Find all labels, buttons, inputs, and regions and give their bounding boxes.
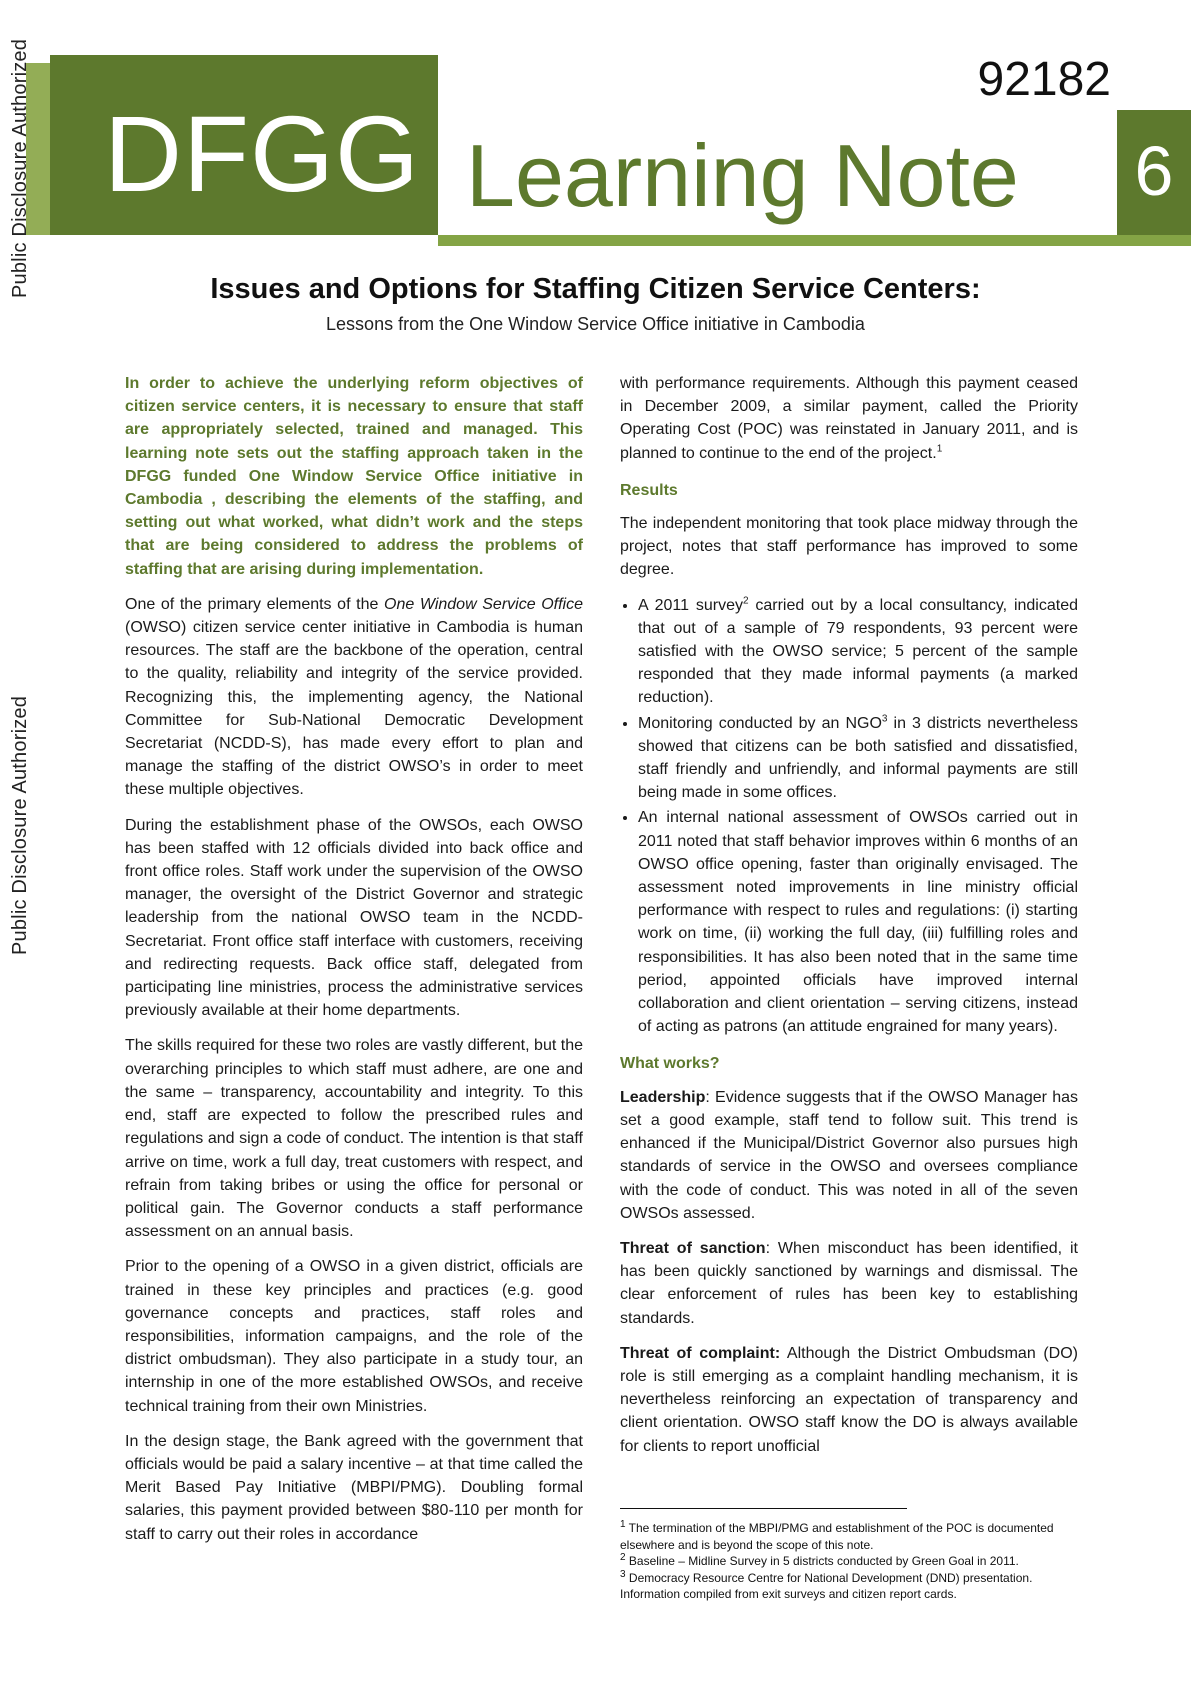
page-subtitle: Lessons from the One Window Service Office initiative in Cambodia — [326, 314, 865, 334]
term-label: Leadership — [620, 1088, 706, 1106]
paragraph-text: (OWSO) citizen service center initiative in Cambodia is human resources. The staff are the backbone of the operation, central to the quality, reliability and integrity of the service provided. Recognizing this, the implementing agency, the National Committee for Sub-National Democratic Development Secretariat (NCDD-S), has made every effort to plan and manage the staffing of the district OWSO’s in order to meet these multiple objectives. — [125, 619, 583, 799]
paragraph-text: : When misconduct has been identified, it has been quickly sanctioned by warnings and dismissal. The clear enforcement of rules has been key to establishing standards. — [620, 1239, 1078, 1327]
footnote — [620, 1570, 1080, 1603]
list-item-text: A 2011 survey — [638, 596, 743, 614]
footnote — [620, 1520, 1080, 1553]
footnote-text: The termination of the MBPI/PMG and establishment of the POC is documented elsewhere and is beyond the scope of this note. — [620, 1521, 1054, 1552]
brand-logo: DFGG — [104, 93, 420, 214]
footnote-ref: 3 — [881, 713, 888, 725]
section-heading-results: Results — [620, 481, 678, 499]
term-label: Threat of complaint: — [620, 1344, 781, 1362]
note-number-badge — [1117, 110, 1191, 235]
header-rule — [438, 235, 1191, 246]
term-label: Threat of sanction — [620, 1239, 766, 1257]
results-list — [620, 594, 1078, 1039]
paragraph-owso-human-resources — [125, 593, 583, 802]
footnote-divider — [620, 1508, 907, 1509]
footnote-number: 2 — [620, 1552, 626, 1563]
paragraph-results-intro: The independent monitoring that took place midway through the project, notes that staff performance has improved to some degree. — [620, 515, 1078, 579]
footnote — [620, 1553, 1080, 1570]
paragraph-text: : Evidence suggests that if the OWSO Manager has set a good example, staff tend to follow suit. This trend is enhanced if the Municipal/District Governor also pursues high standards of service in the OWSO and oversees compliance with the code of conduct. This was noted in all of the seven OWSOs assessed. — [620, 1088, 1078, 1222]
paragraph-establishment: During the establishment phase of the OWSOs, each OWSO has been staffed with 12 officials divided into back office and front office roles. Staff work under the supervision of the OWSO manager, the oversight of the District Governor and strategic leadership from the national OWSO team in the NCDD-Secretariat. Front office staff interface with customers, receiving and redirecting requests. Back office staff, delegated from participating line ministries, process the administrative services previously available at their home departments. — [125, 816, 583, 1020]
list-item — [638, 594, 1078, 710]
paragraph-performance — [620, 372, 1078, 465]
paragraph-text: One of the primary elements of the — [125, 595, 384, 613]
list-item-text: Monitoring conducted by an NGO — [638, 714, 882, 732]
right-column — [620, 372, 1078, 1475]
paragraph-training: Prior to the opening of a OWSO in a given district, officials are trained in these key principles and practices (e.g. good governance concepts and practices, staff roles and responsibilities, information campaigns, and the role of the district ombudsman). They also participate in a study tour, an internship in one of the more established OWSOs, and receive technical training from their own Ministries. — [125, 1258, 583, 1415]
paragraph-complaint — [620, 1342, 1078, 1458]
footnote-number: 1 — [620, 1519, 626, 1530]
disclosure-stamp-top: Public Disclosure Authorized — [9, 38, 31, 298]
disclosure-stamp-middle: Public Disclosure Authorized — [9, 695, 31, 955]
footnote-text: Democracy Resource Centre for National Development (DND) presentation. Information compiled from exit surveys and citizen report cards. — [620, 1570, 1033, 1601]
footnote-ref: 1 — [936, 443, 943, 455]
footnote-ref: 2 — [742, 595, 749, 607]
intro-paragraph: In order to achieve the underlying reform objectives of citizen service centers, it is necessary to ensure that staff are appropriately selected, trained and managed. This learning note sets out the staffing approach taken in the DFGG funded One Window Service Office initiative in Cambodia , describing the elements of the staffing, and setting out what worked, what didn’t work and the steps that are being considered to address the problems of staffing that are arising during implementation. — [125, 375, 583, 578]
list-item-text: in 3 districts nevertheless showed that citizens can be both satisfied and dissatisfied, staff friendly and unfriendly, and informal payments are still being made in some offices. — [638, 714, 1078, 802]
paragraph-salary-incentive: In the design stage, the Bank agreed with the government that officials would be paid a salary incentive – at that time called the Merit Based Pay Initiative (MBPI/PMG). Doubling formal salaries, this payment provided between $80-110 per month for staff to carry out their roles in accordance — [125, 1432, 583, 1543]
series-title: Learning Note — [466, 126, 1019, 225]
left-column — [125, 372, 583, 1558]
paragraph-text: Although the District Ombudsman (DO) role is still emerging as a complaint handling mechanism, it is nevertheless reinforcing an expectation of transparency and client orientation. OWSO staff know the DO is always available for clients to report unofficial — [620, 1344, 1078, 1455]
paragraph-skills: The skills required for these two roles are vastly different, but the overarching principles to which staff must adhere, are one and the same – transparency, accountability and integrity. To this end, staff are expected to follow the prescribed rules and regulations and sign a code of conduct. The intention is that staff arrive on time, work a full day, treat customers with respect, and refrain from taking bribes or using the office for personal or political gain. The Governor conducts a staff performance assessment on an annual basis. — [125, 1037, 583, 1241]
note-number: 6 — [1134, 132, 1174, 210]
list-item: • An internal national assessment of OWSOs carried out in 2011 noted that staff behavior improves within 6 months of an OWSO office opening, faster than originally envisaged. The assessment noted improvements in line ministry official performance with respect to rules and regulations: (i) starting work on time, (ii) working the full day, (iii) fulfilling roles and responsibilities. It has also been noted that in the same time period, appointed officials have improved internal collaboration and client orientation – serving citizens, instead of acting as patrons (an attitude engrained for many years). — [638, 806, 1078, 1038]
emphasis-text: One Window Service Office — [384, 595, 583, 613]
document-number: 92182 — [977, 53, 1111, 106]
paragraph-sanction — [620, 1237, 1078, 1330]
footnote-number: 3 — [620, 1568, 626, 1580]
paragraph-leadership — [620, 1086, 1078, 1225]
list-item-text: carried out by a local consultancy, indicated that out of a sample of 79 respondents, 93 percent were satisfied with the OWSO service; 5 percent of the sample responded that they made informal payments (a marked reduction). — [638, 596, 1078, 707]
list-item — [638, 712, 1078, 805]
footnote-text: Baseline – Midline Survey in 5 districts conducted by Green Goal in 2011. — [625, 1554, 1019, 1568]
footnotes — [620, 1520, 1080, 1603]
page-title: Issues and Options for Staffing Citizen Service Centers: — [210, 273, 981, 305]
section-heading-what-works: What works? — [620, 1055, 720, 1073]
paragraph-text: with performance requirements. Although this payment ceased in December 2009, a similar payment, called the Priority Operating Cost (POC) was reinstated in January 2011, and is planned to continue to the end of the project. — [620, 375, 1078, 462]
